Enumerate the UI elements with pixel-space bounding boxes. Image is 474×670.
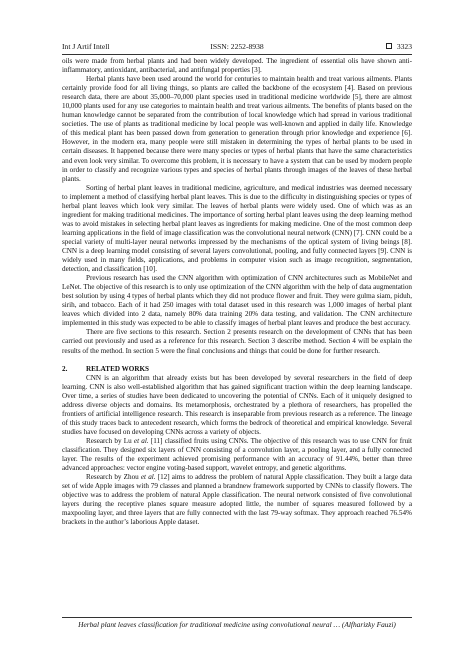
paragraph-2: Herbal plants have been used around the world for centuries to maintain health and treat various ailments. Plants certainly provide food for all living things, so plants are called the backbone of the ecosystem [4]. Based on previous research data, there are about 35,000–70,000 plant species used in traditional medicine worldwide [5], there are almost 10,000 plants used for any use categories to maintain health and treat various ailments. The benefits of plants based on the human knowledge cannot be separated from the contribution of local knowledge which had spread in various traditional societies. The use of plants as traditional medicine by local people was well-known and applied in daily life. Knowledge of this medical plant has been passed down from generation to generation through prior knowledge and experience [6]. However, in the modern era, many people were still mistaken in determining the types of herbal plants to be used in certain diseases. It happened because there were many species or types of herbal plants that have the same characteristics and even look very similar. To overcome this problem, it is necessary to have a system that can be used by modern people in order to classify and recognize various types and species of herbal plants through images of the leaves of these herbal plants. bbox=[62, 75, 412, 183]
paragraph-7 bbox=[62, 437, 412, 473]
body-text bbox=[62, 57, 412, 527]
hollow-square-icon bbox=[386, 43, 392, 49]
paragraph-5: There are five sections to this research. Section 2 presents research on the development of CNNs that has been carried out previously and used as a reference for this research. Section 3 describe method. Section 4 will be explain the results of the method. In section 5 were the final conclusions and things that could be done for further research. bbox=[62, 328, 412, 355]
section-gap bbox=[62, 356, 412, 365]
page-number: 3323 bbox=[396, 41, 413, 51]
section-number: 2. bbox=[62, 364, 68, 373]
p7-rest: [11] classified fruits using CNNs. The objective of this research was to use CNN for fruit classification. They designed six layers of CNN consisting of a convolution layer, a pooling layer, and a fully connected layer. The results of the experiment achieved promising performance with an accuracy of 91.44%, better than three advanced approaches: vector engine voting-based support, wavelet entropy, and genetic algorithms. bbox=[62, 436, 412, 473]
p7-lead: Research by Lu bbox=[86, 436, 134, 445]
paragraph-6: CNN is an algorithm that already exists but has been developed by several researchers in the field of deep learning. CNN is also well-established algorithm that has gained significant traction within the deep learning landscape. Over time, a series of studies have been dedicated to uncovering the potential of CNNs. Each of it uniquely designed to address diverse objects and domains. Its metamorphosis, orchestrated by a plethora of researchers, has propelled the frontiers of artificial intelligence research. This research is inseparable from previous research as a reference. The lineage of this study traces back to antecedent research, which forms the bedrock of theoretical and empirical knowledge. Several studies have focused on developing CNNs across a variety of objects. bbox=[62, 373, 412, 436]
running-header bbox=[62, 40, 412, 52]
p8-etal: et al. bbox=[140, 473, 156, 482]
paragraph-1: oils were made from herbal plants and had been widely developed. The ingredient of essential olis have shown anti-inflammatory, antioxidant, antibacterial, and antifungal properties [3]. bbox=[62, 57, 412, 75]
issn: ISSN: 2252-8938 bbox=[210, 41, 264, 51]
paragraph-8 bbox=[62, 473, 412, 527]
p8-lead: Research by Zhou bbox=[86, 473, 141, 482]
p7-etal: et al. bbox=[133, 436, 149, 445]
section-heading bbox=[62, 365, 412, 374]
paragraph-3: Sorting of herbal plant leaves in traditional medicine, agriculture, and medical industries was deemed necessary to implement a method of classifying herbal plant leaves. This is due to the difficulty in distinguishing species or types of herbal plant leaves which look very similar. The leaves of herbal plants were widely used. One of which was as an ingredient for making traditional medicines. The importance of sorting herbal plant leaves using the deep learning method was to avoid mistakes in selecting herbal plant leaves as ingredients for making medicine. One of the most common deep learning applications in the field of image classification was the convolutional neural network (CNN) [7]. CNN could be a special variety of multi-layer neural networks impressed by the mechanisms of the optical system of living beings [8]. CNN is a deep learning model consisting of several layers convolutional, pooling, and fully connected layers [9]. CNN is widely used in many fields, applications, and problems in computer vision such as image recognition, segmentation, detection, and classification [10]. bbox=[62, 183, 412, 274]
section-title: RELATED WORKS bbox=[86, 364, 150, 373]
header-right bbox=[295, 42, 412, 51]
paragraph-4: Previous research has used the CNN algorithm with optimization of CNN architectures such as MobileNet and LeNet. The objective of this research is to only use optimization of the CNN algorithm with the help of data augmentation best solution by using 4 types of herbal plants which they did not produce flower and fruit. They were gulma siam, piduh, sirih, and tobacco. Each of it had 250 images with total dataset used in this research was 1,000 images of herbal plant leaves which divided into 2 data, namely 80% data training 20% data testing, and validation. The CNN architecture implemented in this study was expected to be able to classify images of herbal plant leaves and produce the best accuracy. bbox=[62, 274, 412, 328]
p8-rest: [12] aims to address the problem of natural Apple classification. They built a large data set of wide Apple images with 79 classes and planned a brandnew framework supported by CNNs to classify flowers. The objective was to address the problem of natural Apple classification. The neural network consisted of five convolutional layers during the receptive planes square measure adopted little, the number of squares measured followed by a maxpooling layer, and three layers that are fully connected with the last 79-way softmax. They approach reached 76.54% brackets in the author’s laborious Apple dataset. bbox=[62, 473, 412, 527]
journal-name: Int J Artif Intell bbox=[62, 41, 110, 51]
running-footer: Herbal plant leaves classification for traditional medicine using convolutional neural … (Alfharizky Fauzi) bbox=[78, 620, 396, 629]
footer-rule bbox=[62, 617, 412, 618]
header-rule bbox=[62, 54, 412, 55]
